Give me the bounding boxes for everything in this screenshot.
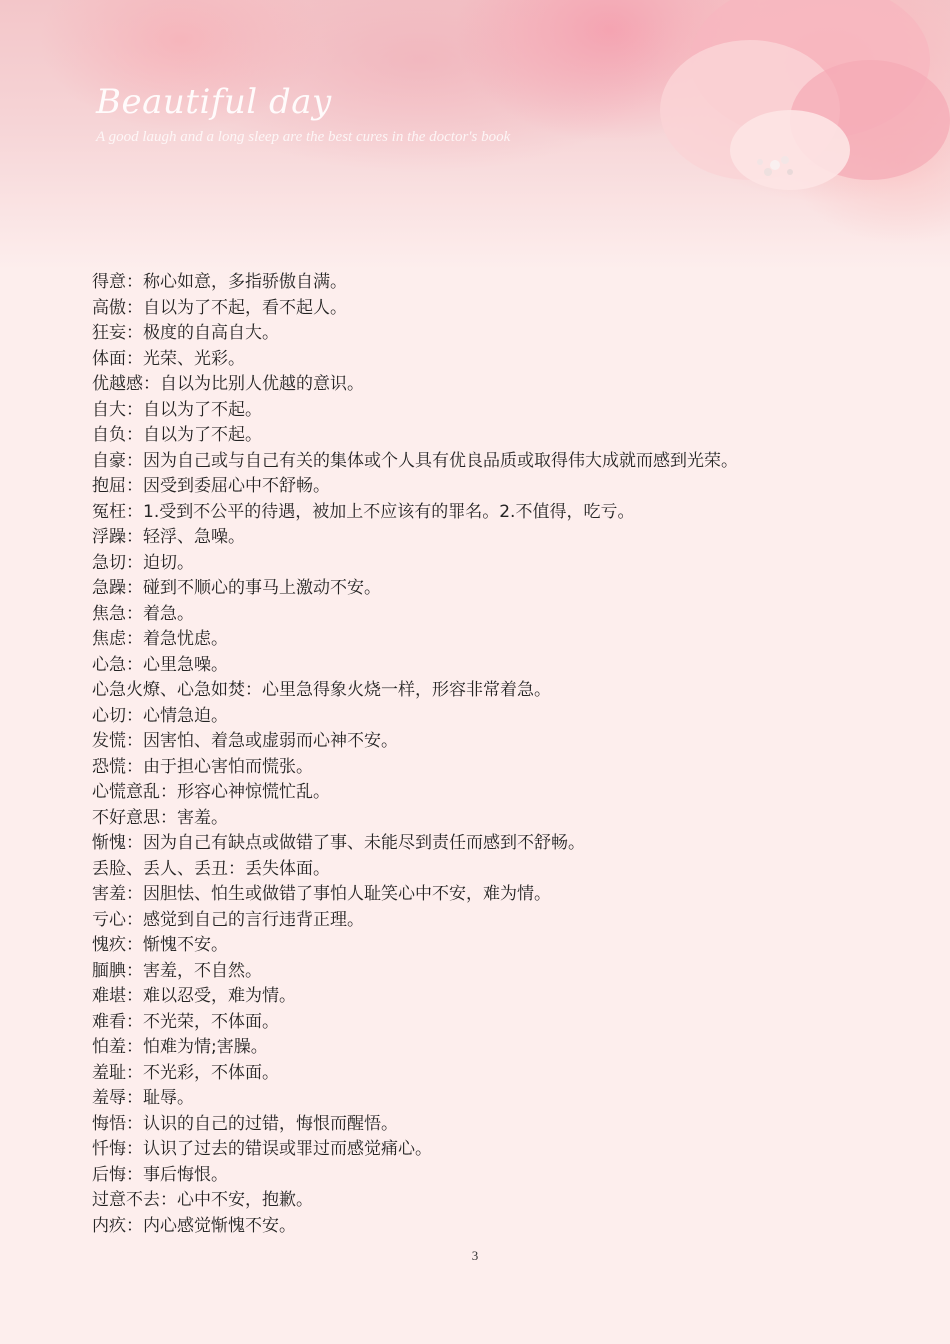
header-title: Beautiful day [96, 82, 332, 122]
definition-entry: 抱屈：因受到委屈心中不舒畅。 [92, 476, 330, 496]
definition-list [92, 270, 912, 1239]
definition-entry: 得意：称心如意，多指骄傲自满。 [92, 272, 347, 292]
definition-entry: 自豪：因为自己或与自己有关的集体或个人具有优良品质或取得伟大成就而感到光荣。 [92, 450, 738, 471]
definition-entry: 羞耻：不光彩，不体面。 [92, 1062, 279, 1083]
definition-entry: 心急：心里急噪。 [92, 654, 228, 675]
definition-entry: 自大：自以为了不起。 [92, 399, 262, 420]
flower-illustration [640, 0, 950, 220]
definition-entry: 心慌意乱：形容心神惊慌忙乱。 [92, 782, 330, 802]
definition-entry: 发慌：因害怕、着急或虚弱而心神不安。 [92, 731, 398, 751]
decorative-header-banner [0, 0, 950, 270]
definition-entry: 难看：不光荣，不体面。 [92, 1011, 279, 1032]
definition-entry: 亏心：感觉到自己的言行违背正理。 [92, 909, 364, 930]
definition-entry: 害羞：因胆怯、怕生或做错了事怕人耻笑心中不安，难为情。 [92, 884, 551, 904]
definition-entry: 愧疚：惭愧不安。 [92, 935, 228, 955]
definition-entry: 焦急：着急。 [92, 603, 194, 624]
definition-entry: 体面：光荣、光彩。 [92, 348, 245, 369]
definition-entry: 优越感：自以为比别人优越的意识。 [92, 374, 364, 394]
page-number: 3 [471, 1248, 479, 1263]
definition-entry: 不好意思：害羞。 [92, 807, 228, 828]
definition-entry: 羞辱：耻辱。 [92, 1088, 194, 1108]
definition-entry: 惭愧：因为自己有缺点或做错了事、未能尽到责任而感到不舒畅。 [92, 833, 585, 853]
definition-entry: 心切：心情急迫。 [92, 705, 228, 726]
definition-entry: 恐慌：由于担心害怕而慌张。 [92, 756, 313, 777]
definition-entry: 后悔：事后悔恨。 [92, 1164, 228, 1185]
definition-entry: 腼腆：害羞，不自然。 [92, 960, 262, 981]
definition-entry: 急躁：碰到不顺心的事马上激动不安。 [92, 578, 381, 598]
definition-entry: 心急火燎、心急如焚：心里急得象火烧一样，形容非常着急。 [92, 680, 551, 700]
definition-entry: 忏悔：认识了过去的错误或罪过而感觉痛心。 [92, 1139, 432, 1159]
header-subtitle: A good laugh and a long sleep are the best cures in the doctor's book [96, 129, 511, 145]
definition-entry: 急切：迫切。 [92, 552, 194, 573]
definition-entry: 过意不去：心中不安，抱歉。 [92, 1190, 313, 1210]
definition-entry: 浮躁：轻浮、急噪。 [92, 527, 245, 547]
definition-entry: 狂妄：极度的自高自大。 [92, 323, 279, 343]
definition-entry: 丢脸、丢人、丢丑：丢失体面。 [92, 858, 330, 879]
definition-entry: 悔悟：认识的自己的过错，悔恨而醒悟。 [92, 1113, 398, 1134]
definition-entry: 自负：自以为了不起。 [92, 425, 262, 445]
definition-entry: 冤枉：1.受到不公平的待遇，被加上不应该有的罪名。2.不值得，吃亏。 [92, 501, 635, 522]
definition-entry: 高傲：自以为了不起，看不起人。 [92, 297, 347, 318]
definition-entry: 怕羞：怕难为情;害臊。 [92, 1037, 268, 1057]
definition-entry: 难堪：难以忍受，难为情。 [92, 986, 296, 1006]
definition-entry: 内疚：内心感觉惭愧不安。 [92, 1215, 296, 1236]
definition-entry: 焦虑：着急忧虑。 [92, 629, 228, 649]
